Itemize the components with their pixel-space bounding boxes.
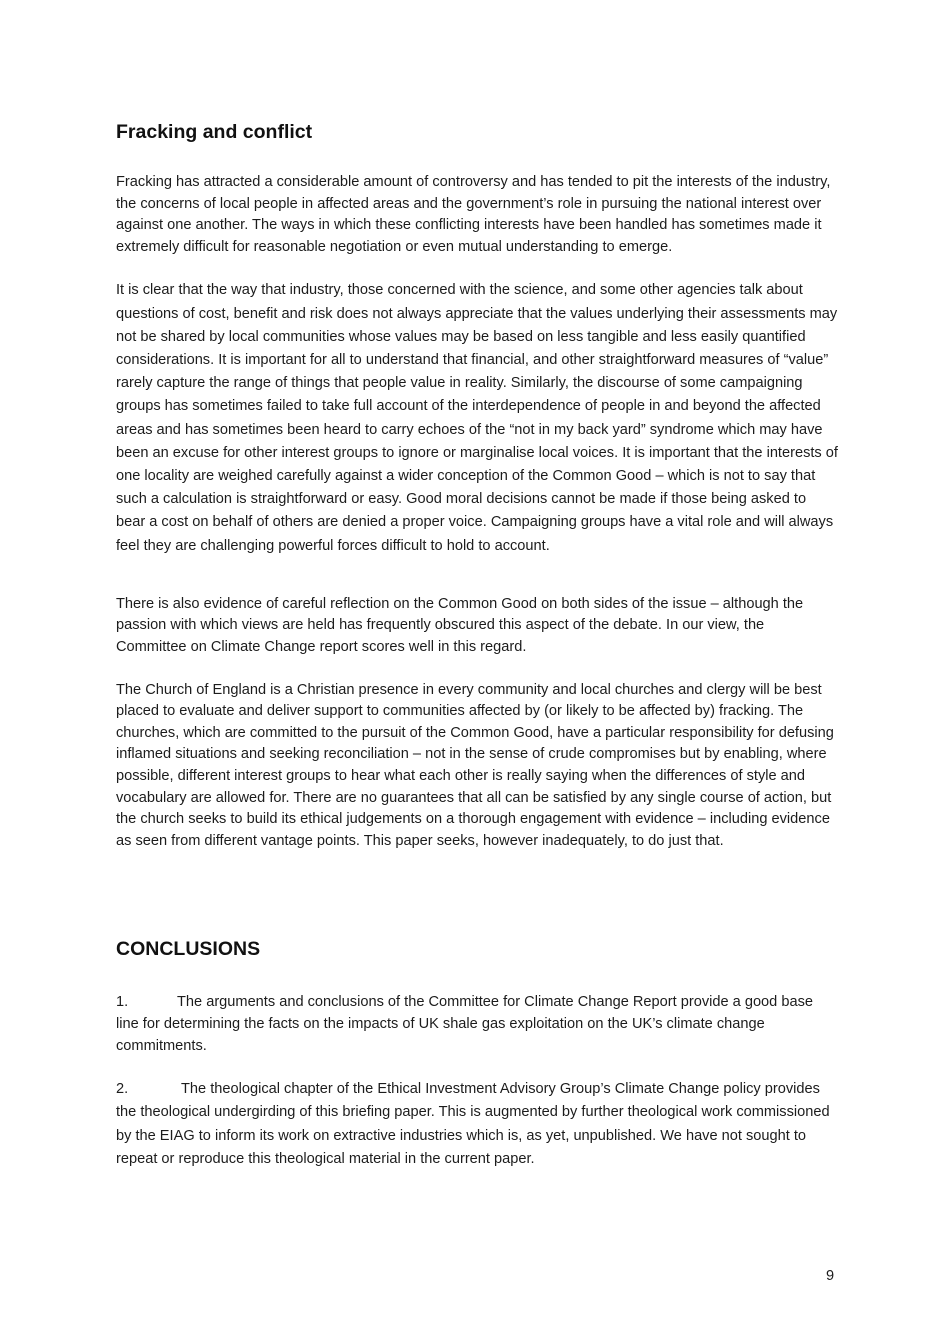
conclusion-item <box>116 992 838 1057</box>
paragraph-values-and-risk: It is clear that the way that industry, those concerned with the science, and some other agencies talk about questions of cost, benefit and risk does not always appreciate that the values underlying their assessments may not be shared by local communities whose values may be based on less tangible and less easily quantified considerations. It is important for all to understand that financial, and other straightforward measures of “value” rarely capture the range of things that people value in reality. Similarly, the discourse of some campaigning groups has sometimes failed to take full account of the interdependence of people in and beyond the affected areas and has sometimes been heard to carry echoes of the “not in my back yard” syndrome which may have been an excuse for other interest groups to ignore or marginalise local voices. It is important that the interests of one locality are weighed carefully against a wider conception of the Common Good – which is not to say that such a calculation is straightforward or easy. Good moral decisions cannot be made if those being asked to bear a cost on behalf of others are denied a proper voice. Campaigning groups have a vital role and will always feel they are challenging powerful forces difficult to hold to account. <box>116 282 838 554</box>
section-heading-fracking-and-conflict: Fracking and conflict <box>116 121 313 143</box>
paragraph-controversy: Fracking has attracted a considerable amount of controversy and has tended to pit the interests of the industry, the concerns of local people in affected areas and the government’s role in pursuing the national interest over against one another. The ways in which these conflicting interests have been handled has sometimes made it extremely difficult for reasonable negotiation or even mutual understanding to emerge. <box>116 174 831 255</box>
paragraph-church-role: The Church of England is a Christian presence in every community and local churches and clergy will be best placed to evaluate and deliver support to communities affected by (or likely to be affected by) fracking. The churches, which are committed to the pursuit of the Common Good, have a particular responsibility for defusing inflamed situations and seeking reconciliation – not in the sense of crude compromises but by enabling, where possible, different interest groups to hear what each other is really saying when the differences of style and vocabulary are allowed for. There are no guarantees that all can be satisfied by any single course of action, but the church seeks to build its ethical judgements on a thorough engagement with evidence – including evidence as seen from different vantage points. This paper seeks, however inadequately, to do just that. <box>116 681 834 849</box>
page-content <box>116 112 838 1171</box>
conclusion-text: The arguments and conclusions of the Committee for Climate Change Report provide a good base line for determining the facts on the impacts of UK shale gas exploitation on the UK’s climate change commitments. <box>116 994 813 1054</box>
paragraph-common-good-reflection: There is also evidence of careful reflection on the Common Good on both sides of the issue – although the passion with which views are held has frequently obscured this aspect of the debate. In our view, the Committee on Climate Change report scores well in this regard. <box>116 595 804 655</box>
conclusion-item <box>116 1078 838 1171</box>
page-number: 9 <box>826 1268 835 1284</box>
section-heading-conclusions: CONCLUSIONS <box>116 938 261 961</box>
conclusion-number: 1. <box>116 994 129 1011</box>
conclusion-number: 2. <box>116 1081 129 1098</box>
conclusion-text: The theological chapter of the Ethical Investment Advisory Group’s Climate Change policy provides the theological undergirding of this briefing paper. This is augmented by further theological work commissioned by the EIAG to inform its work on extractive industries which is, as yet, unpublished. We have not sought to repeat or reproduce this theological material in the current paper. <box>116 1081 830 1167</box>
